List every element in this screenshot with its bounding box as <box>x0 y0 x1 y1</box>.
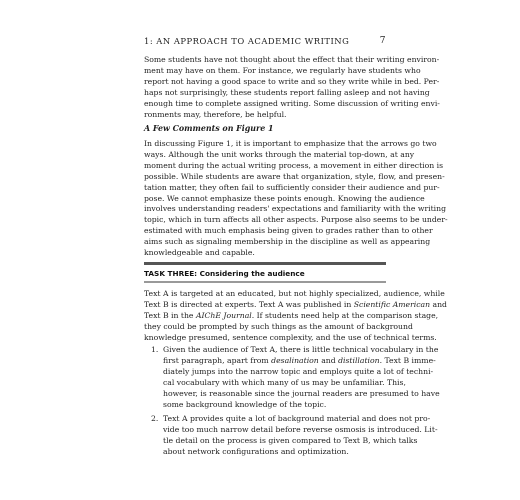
numbered-item-2 <box>151 414 438 458</box>
text-line: they could be prompted by such things as the amount of background <box>144 321 413 331</box>
text-line: Some students have not thought about the effect that their writing environ- <box>144 55 440 64</box>
text-line: ronments may, therefore, be helpful. <box>144 109 287 119</box>
journal-title: Scientific American <box>353 299 431 309</box>
task-heading: TASK THREE: Considering the audience <box>144 269 305 278</box>
text-line: cal vocabulary with which many of us may be unfamiliar. This, <box>163 377 406 387</box>
text-line: In discussing Figure 1, it is important to emphasize that the arrows go two <box>144 139 437 148</box>
paragraph-lines <box>144 55 440 120</box>
text-line: about network configurations and optimization. <box>163 446 349 456</box>
text-line: Text B is directed at experts. Text A was published in Scientific American and <box>144 299 447 309</box>
running-head <box>144 36 386 46</box>
paragraph-lines <box>163 414 438 458</box>
paragraph-audience <box>144 289 447 344</box>
text-line: Text B in the AIChE Journal. If students need help at the comparison stage, <box>144 310 439 320</box>
task-rule-top <box>144 262 386 265</box>
text-line: involves understanding readers' expectations and familiarity with the writing <box>144 204 447 214</box>
text-line: knowledge presumed, sentence complexity, and the use of technical terms. <box>144 332 437 342</box>
text-line: ways. Although the unit works through the material top-down, at any <box>144 149 415 159</box>
term: distillation <box>338 355 380 365</box>
page-number: 7 <box>379 36 386 46</box>
running-title: 1: AN APPROACH TO ACADEMIC WRITING <box>144 36 350 46</box>
text-line: however, is reasonable since the journal readers are presumed to have <box>163 388 440 398</box>
text-line: Given the audience of Text A, there is little technical vocabulary in the <box>163 345 439 354</box>
text-line: enough time to complete assigned writing. Some discussion of writing envi- <box>144 98 440 108</box>
text-line: report not having a good space to write and so they write while in bed. Per- <box>144 76 440 86</box>
text-line: Text A is targeted at an educated, but not highly specialized, audience, while <box>144 289 445 298</box>
journal-title: AIChE Journal. <box>195 310 255 320</box>
text-line: knowledgeable and capable. <box>144 248 255 258</box>
text-line: aims such as signaling membership in the discipline as well as appearing <box>144 237 431 247</box>
text-line: tation matter, they often fail to sufficiently consider their audience and pur- <box>144 182 440 192</box>
text-line: some background knowledge of the topic. <box>163 399 327 409</box>
text-line: topic, which in turn affects all other aspects. Purpose also seems to be under- <box>144 215 448 225</box>
numbered-item-1 <box>151 345 440 410</box>
paragraph-lines <box>163 345 440 410</box>
section-heading: A Few Comments on Figure 1 <box>144 124 274 133</box>
text-line: moment during the actual writing process, a movement in either direction is <box>144 160 444 170</box>
text-line: Text A provides quite a lot of background material and does not pro- <box>163 414 431 423</box>
text-line: ment may have on them. For instance, we regularly have students who <box>144 65 421 75</box>
text-line: possible. While students are aware that organization, style, flow, and presen- <box>144 171 445 181</box>
task-rule-bottom <box>144 281 386 283</box>
text-line: vide too much narrow detail before reverse osmosis is introduced. Lit- <box>163 424 438 434</box>
text-line: haps not surprisingly, these students report falling asleep and not having <box>144 87 430 97</box>
text-line: pose. We cannot emphasize these points enough. Knowing the audience <box>144 193 425 203</box>
paragraph-writing-environment <box>144 55 440 120</box>
item-number: 2. <box>151 414 159 423</box>
text-line: diately jumps into the narrow topic and employs quite a lot of techni- <box>163 366 434 376</box>
paragraph-lines <box>144 139 448 259</box>
paragraph-figure-comments <box>144 139 448 259</box>
item-number: 1. <box>151 345 159 354</box>
text-line: estimated with much emphasis being given to grades rather than to other <box>144 226 433 236</box>
text-line: tle detail on the process is given compared to Text B, which talks <box>163 435 418 445</box>
term: desalination <box>271 355 319 365</box>
text-line: first paragraph, apart from desalination and distillation. Text B imme- <box>163 355 436 365</box>
paragraph-lines <box>144 289 447 344</box>
